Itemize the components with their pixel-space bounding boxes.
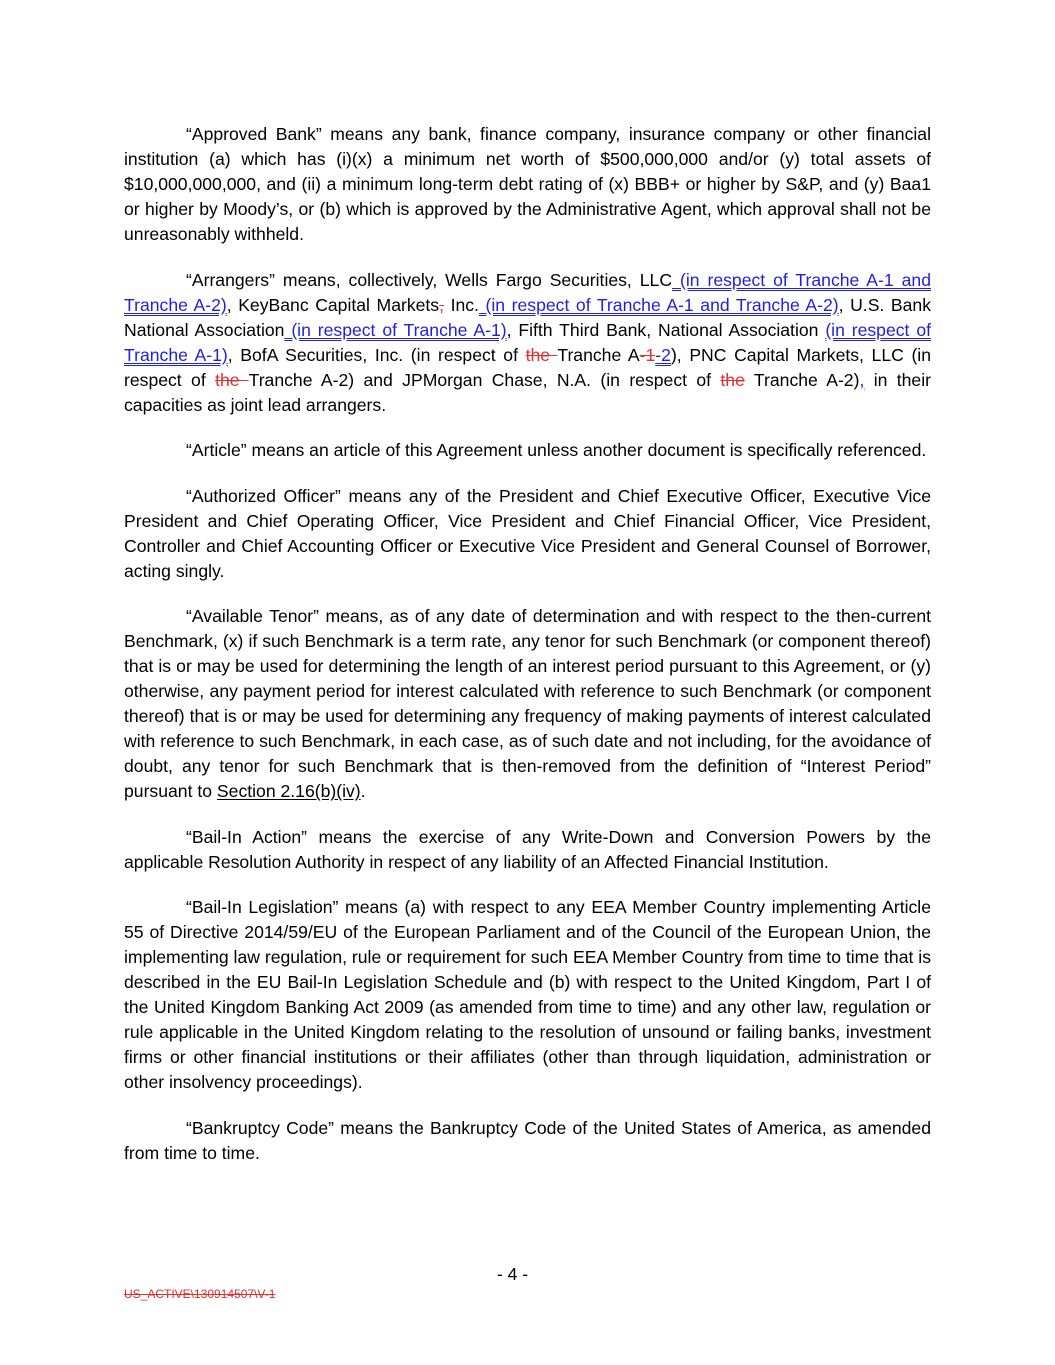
arrangers-text: , BofA Securities, Inc. (in respect of: [227, 344, 526, 365]
insertion-redline: (in respect of Tranche A-1): [284, 319, 507, 340]
arrangers-text: ), PNC Capital Markets, LLC (in respect of: [124, 344, 931, 390]
footer-document-id: US_ACTIVE\130914507\V-1: [124, 1287, 276, 1301]
definition-bail-in-action: “Bail-In Action” means the exercise of any Write-Down and Conversion Powers by the applicable Resolution Authority in respect of any liability of an Affected Financial Institution.: [124, 826, 931, 872]
insertion-redline: (in respect of Tranche A-1 and Tranche A-2): [478, 294, 839, 315]
arrangers-text: “Arrangers” means, collectively, Wells Fargo Securities, LLC: [186, 269, 673, 290]
arrangers-text: Tranche A: [557, 344, 640, 365]
deletion-redline: the: [720, 369, 745, 390]
deletion-redline: -1: [639, 344, 656, 365]
definition-arrangers: [124, 268, 931, 418]
definition-bail-in-legislation: “Bail-In Legislation” means (a) with respect to any EEA Member Country implementing Article 55 of Directive 2014/59/EU of the European Parliament and of the Council of the European Union, the implementing law regulation, rule or requirement for such EEA Member Country from time to time that is described in the EU Bail-In Legislation Schedule and (b) with respect to the United Kingdom, Part I of the United Kingdom Banking Act 2009 (as amended from time to time) and any other law, regulation or rule applicable in the United Kingdom relating to the resolution of unsound or failing banks, investment firms or other financial institutions or their affiliates (other than through liquidation, administration or other insolvency proceedings).: [124, 897, 931, 1092]
definition-authorized-officer: “Authorized Officer” means any of the President and Chief Executive Officer, Executive Vice President and Chief Operating Officer, Vice President and Chief Financial Officer, Vice President, Controller and Chief Accounting Officer or Executive Vice President and General Counsel of Borrower, acting singly.: [124, 485, 931, 581]
deletion-redline: ,: [439, 294, 444, 315]
arrangers-text: Tranche A-2) and JPMorgan Chase, N.A. (in respect of: [248, 369, 721, 390]
arrangers-text: in their capacities as joint lead arrangers.: [124, 369, 931, 415]
arrangers-text: , Fifth Third Bank, National Association: [506, 319, 826, 340]
definition-available-tenor: [124, 604, 931, 804]
insertion-redline: (in respect of Tranche A-1): [124, 319, 931, 365]
section-cross-reference: Section 2.16(b)(iv): [216, 781, 361, 801]
deletion-redline: the: [215, 369, 249, 390]
definition-bankruptcy-code: “Bankruptcy Code” means the Bankruptcy Code of the United States of America, as amended from time to time.: [124, 1117, 931, 1163]
insertion-redline: ,: [859, 369, 865, 390]
available-tenor-end: .: [360, 781, 366, 801]
document-page: [124, 122, 931, 1186]
available-tenor-text: “Available Tenor” means, as of any date of determination and with respect to the then-current Benchmark, (x) if such Benchmark is a term rate, any tenor for such Benchmark (or component thereof) that is or may be used for determining the length of an interest period pursuant to this Agreement, or (y) otherwise, any payment period for interest calculated with reference to such Benchmark (or component thereof) that is or may be used for determining any frequency of making payments of interest calculated with reference to such Benchmark, in each case, as of such date and not including, for the avoidance of doubt, any tenor for such Benchmark that is then-removed from the definition of “Interest Period” pursuant to: [124, 606, 931, 801]
arrangers-text: , KeyBanc Capital Markets: [226, 294, 440, 315]
insertion-redline: -2: [655, 344, 671, 365]
arrangers-text: , U.S. Bank National Association: [124, 294, 931, 340]
definition-article: “Article” means an article of this Agreement unless another document is specifically referenced.: [186, 440, 927, 460]
arrangers-text: Inc.: [444, 294, 479, 315]
arrangers-text: Tranche A-2): [744, 369, 860, 390]
page-number: - 4 -: [496, 1264, 529, 1284]
deletion-redline: the: [525, 344, 558, 365]
insertion-redline: (in respect of Tranche A-1 and Tranche A-2): [124, 269, 931, 315]
definition-approved-bank: “Approved Bank” means any bank, finance company, insurance company or other financial institution (a) which has (i)(x) a minimum net worth of $500,000,000 and/or (y) total assets of $10,000,000,000, and (ii) a minimum long-term debt rating of (x) BBB+ or higher by S&P, and (y) Baa1 or higher by Moody’s, or (b) which is approved by the Administrative Agent, which approval shall not be unreasonably withheld.: [124, 124, 931, 244]
